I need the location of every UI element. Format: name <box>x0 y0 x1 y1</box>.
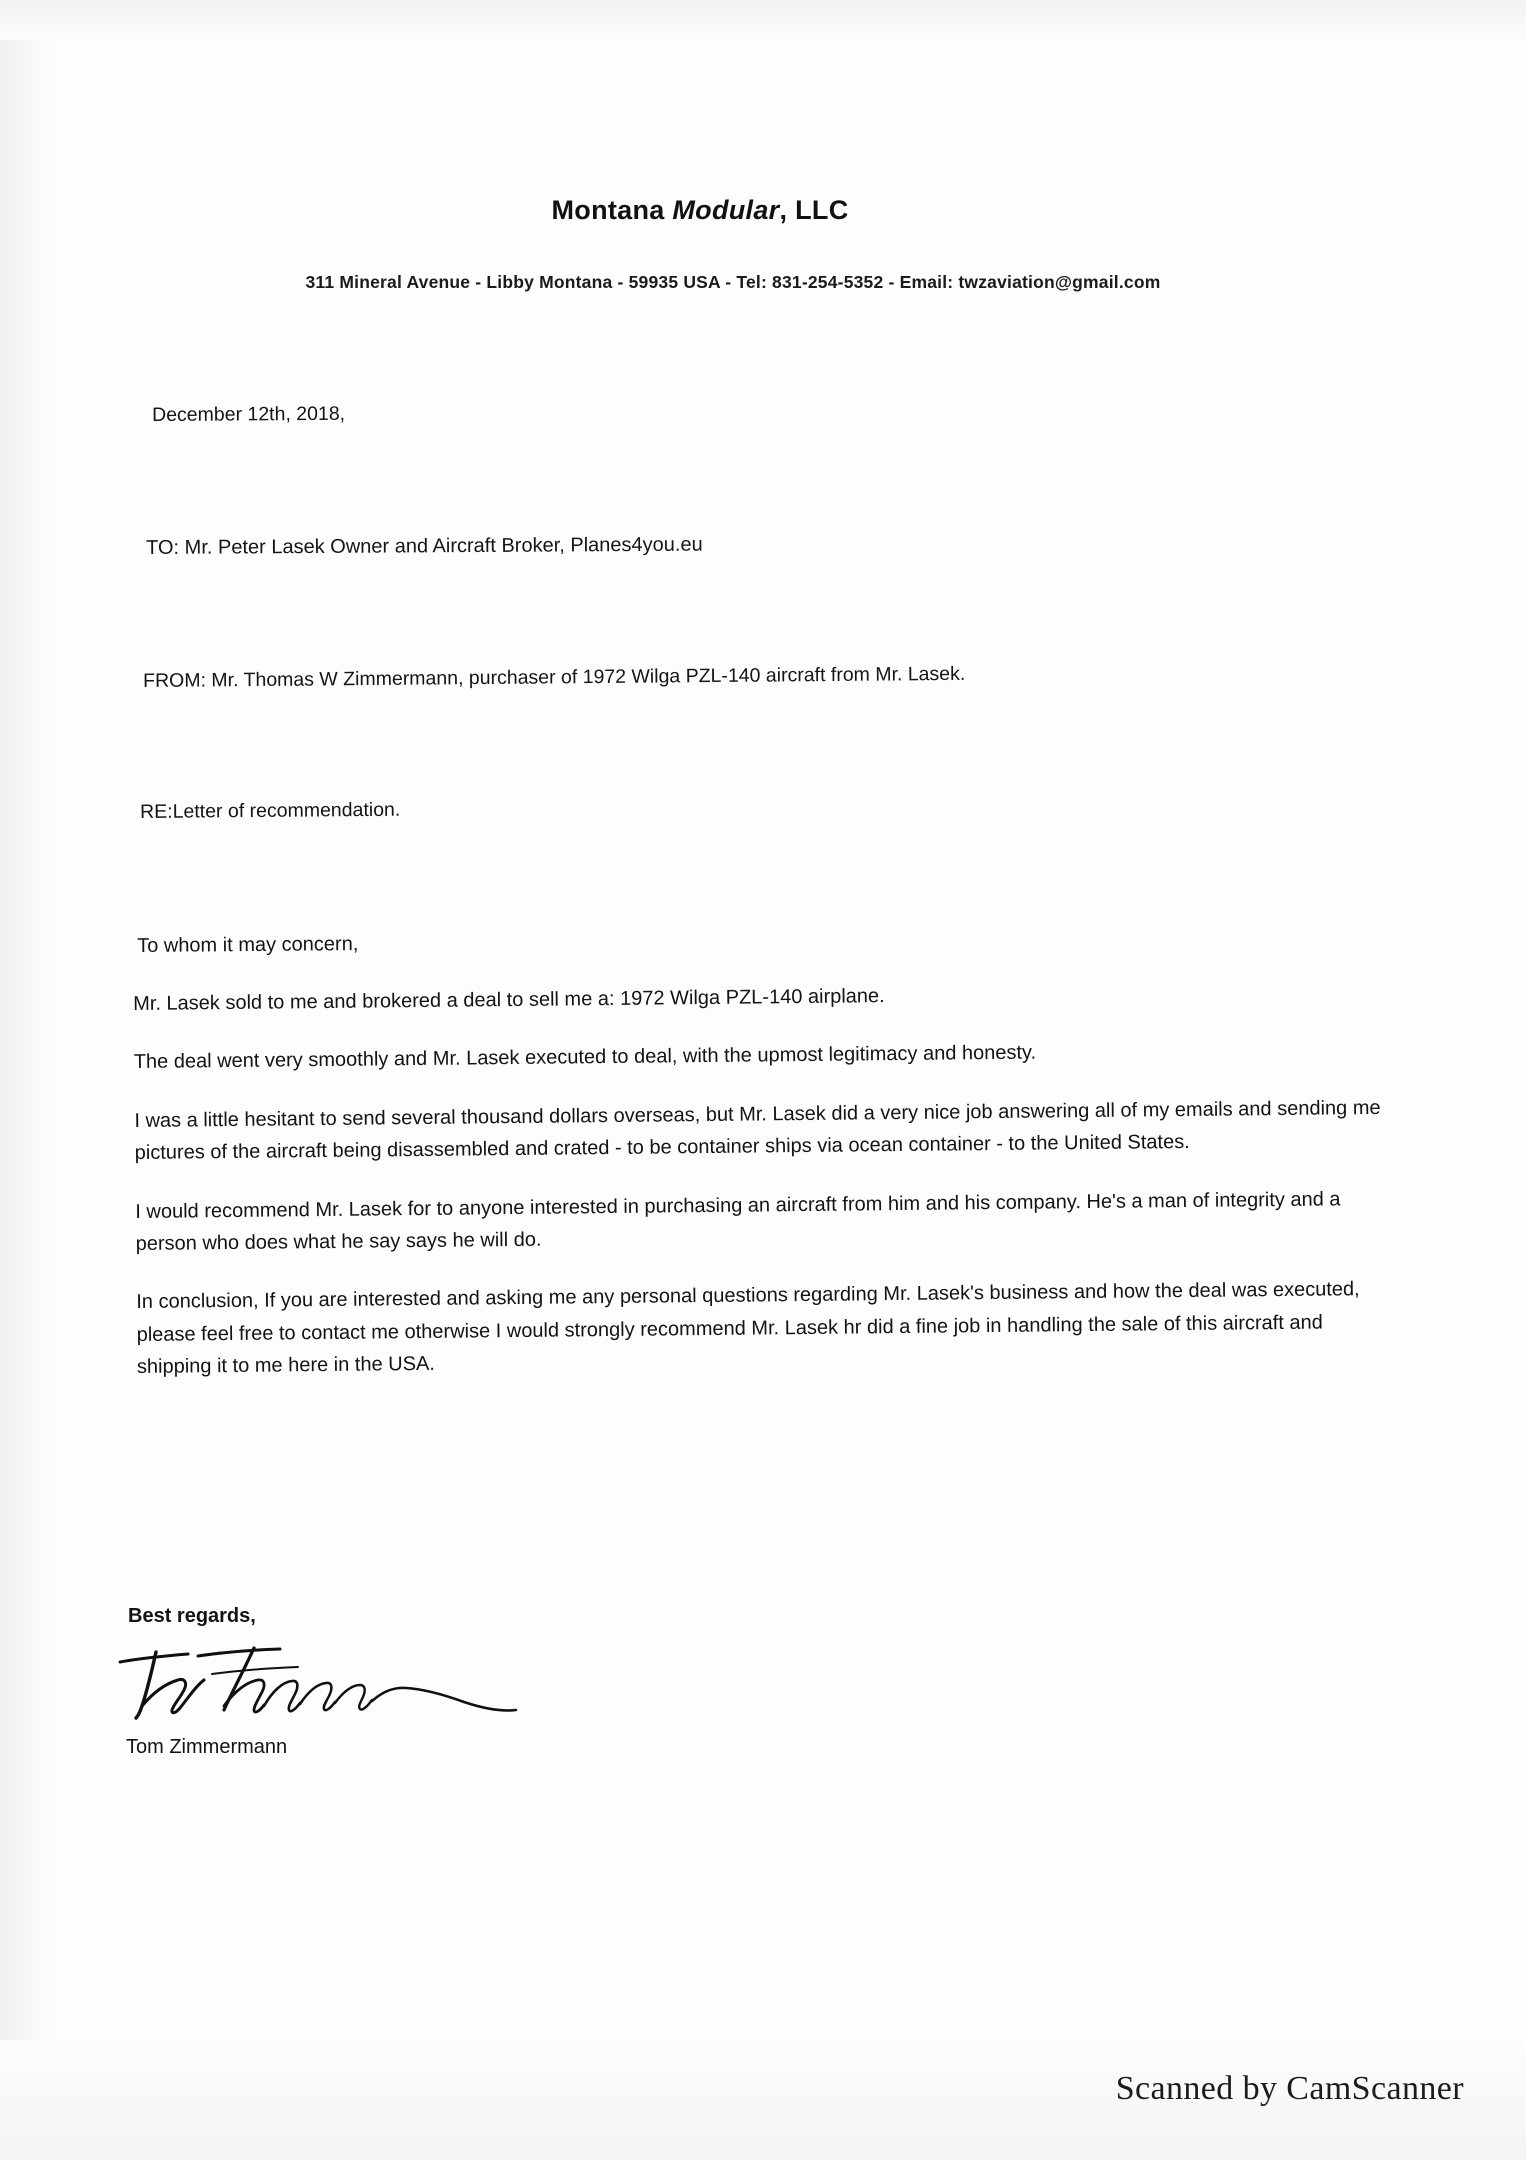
company-name-italic: Modular <box>672 195 780 225</box>
letter-salutation: To whom it may concern, <box>137 933 359 957</box>
letter-closing: Best regards, <box>128 1605 256 1627</box>
company-address-line: 311 Mineral Avenue - Libby Montana - 59935 USA - Tel: 831-254-5352 - Email: twzaviation@gmail.com <box>305 272 1161 292</box>
letter-paragraph: Mr. Lasek sold to me and brokered a deal to sell me a: 1972 Wilga PZL-140 airplane. <box>133 985 885 1015</box>
company-name-prefix: Montana <box>551 195 673 225</box>
signature-image <box>112 1640 562 1730</box>
letter-recipient: TO: Mr. Peter Lasek Owner and Aircraft Broker, Planes4you.eu <box>146 533 703 559</box>
letter-subject: RE:Letter of recommendation. <box>140 798 401 823</box>
company-name-suffix: , LLC <box>779 195 849 225</box>
signer-name: Tom Zimmermann <box>126 1736 288 1758</box>
camscanner-watermark: Scanned by CamScanner <box>1115 2070 1464 2107</box>
letter-sender: FROM: Mr. Thomas W Zimmermann, purchaser of 1972 Wilga PZL-140 aircraft from Mr. Lasek. <box>143 662 966 692</box>
letter-paragraph: I would recommend Mr. Lasek for to anyone interested in purchasing an aircraft from him and his company. He's a man of integrity and a person who does what he say says he will do. <box>135 1187 1341 1255</box>
letter-paragraph: The deal went very smoothly and Mr. Lasek executed to deal, with the upmost legitimacy and honesty. <box>133 1041 1037 1074</box>
letter-date: December 12th, 2018, <box>152 402 346 426</box>
letter-paragraph: I was a little hesitant to send several thousand dollars overseas, but Mr. Lasek did a very nice job answering all of my emails and sending me pictures of the aircraft being disassembled and crated - to be container ships via ocean container - to the United States. <box>134 1096 1381 1165</box>
letter-body-paragraphs <box>133 975 1397 1410</box>
company-letterhead-name <box>0 195 1400 226</box>
letter-paragraph: In conclusion, If you are interested and asking me any personal questions regarding Mr. Lasek's business and how the deal was executed, please feel free to contact me otherwise I would strongly recommend Mr. Lasek hr did a fine job in handling the sale of this aircraft and shipping it to me here in the USA. <box>136 1278 1360 1379</box>
